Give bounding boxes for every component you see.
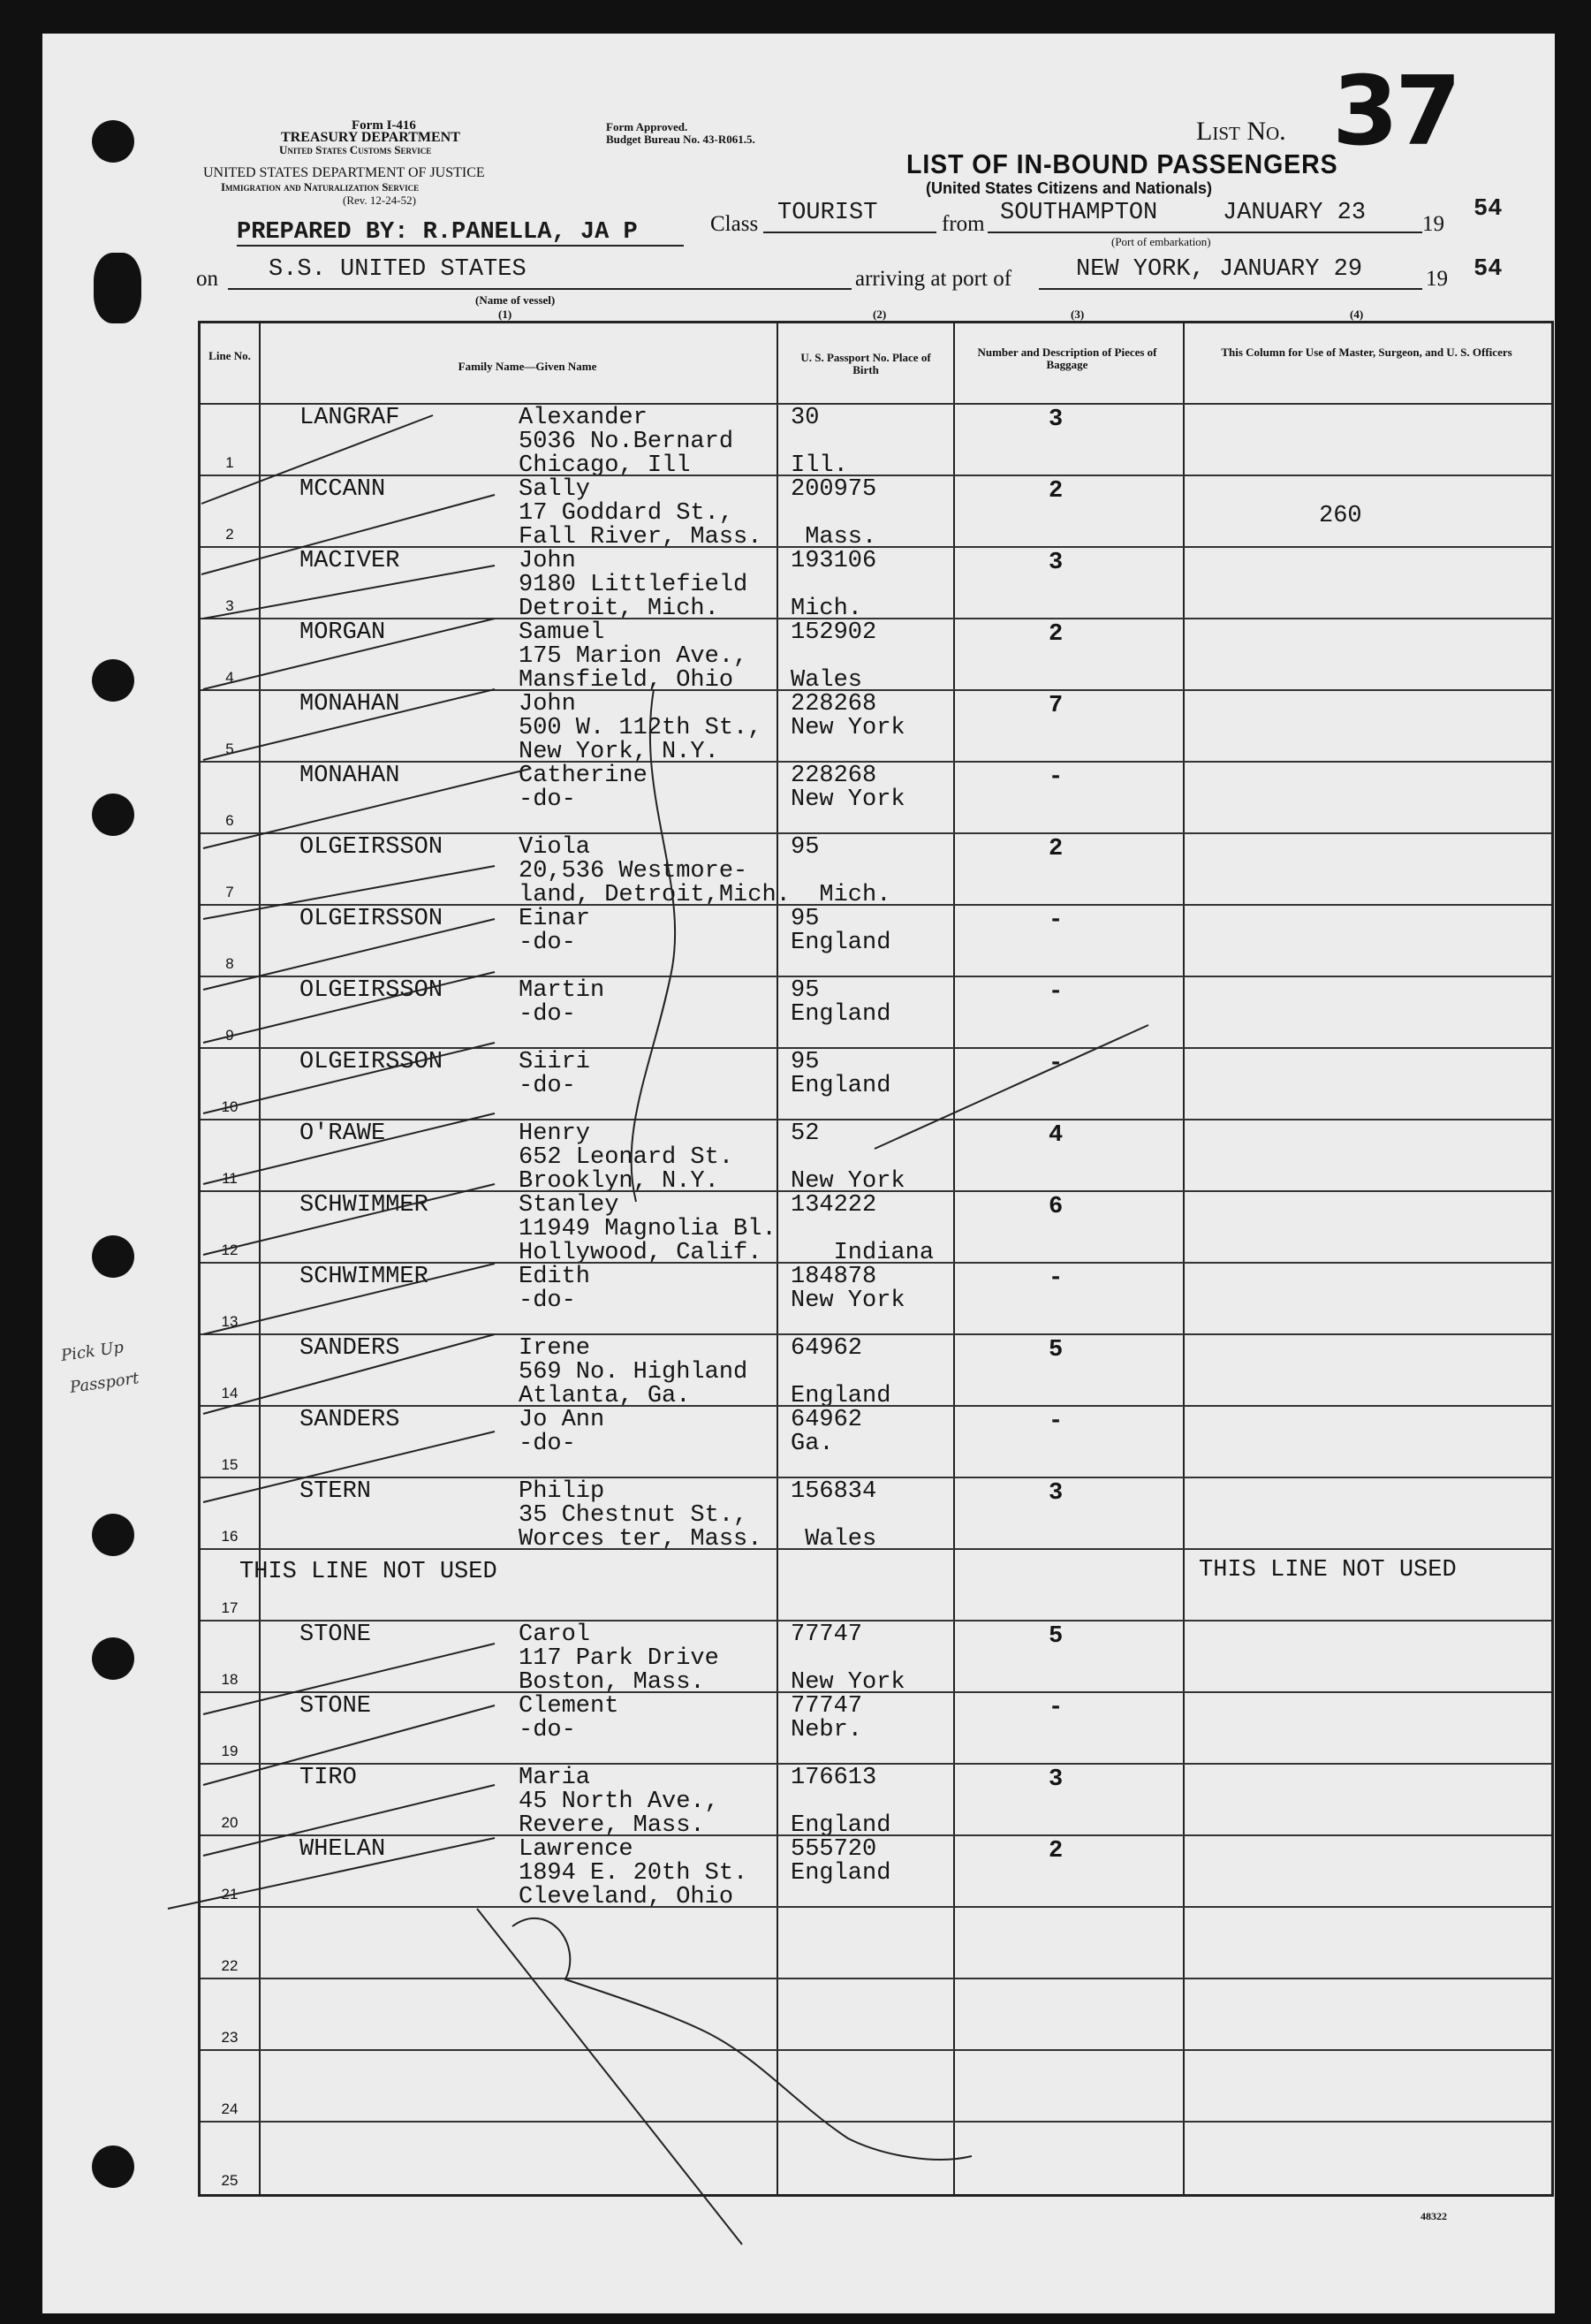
- punch-hole: [92, 659, 134, 702]
- row-divider: [201, 2121, 1551, 2123]
- row-divider: [201, 1906, 1551, 1908]
- passport-birthplace: 184878 New York: [791, 1264, 905, 1314]
- family-name: MORGAN: [299, 619, 386, 646]
- given-name-address: Irene 569 No. Highland Atlanta, Ga.: [519, 1335, 748, 1409]
- form-approved: Form Approved.: [606, 120, 688, 133]
- list-no-label: List No.: [1196, 117, 1286, 146]
- line-number: 12: [221, 1242, 239, 1258]
- given-name-address: Samuel 175 Marion Ave., Mansfield, Ohio: [519, 619, 748, 694]
- passport-birthplace: 95 Mich.: [791, 834, 891, 908]
- line-number: 15: [221, 1456, 239, 1473]
- given-name-address: Einar -do-: [519, 906, 591, 956]
- passport-birthplace: 555720 England: [791, 1836, 891, 1887]
- punch-hole: [94, 253, 141, 323]
- line-number: 6: [225, 812, 234, 829]
- baggage-count: 4: [1049, 1122, 1064, 1149]
- row-divider: [201, 1333, 1551, 1335]
- line-number: 17: [221, 1599, 239, 1616]
- family-name: WHELAN: [299, 1836, 386, 1863]
- given-name-address: Alexander 5036 No.Bernard Chicago, Ill: [519, 405, 734, 479]
- line-number: 3: [225, 597, 234, 614]
- year-value: 54: [1474, 196, 1503, 223]
- form-subtitle: (United States Citizens and Nationals): [926, 179, 1213, 197]
- passport-header: U. S. Passport No. Place of Birth: [800, 351, 931, 376]
- from-underline: [988, 232, 1422, 233]
- form-footer-number: 48322: [1421, 2210, 1447, 2222]
- passport-birthplace: 95 England: [791, 906, 891, 956]
- baggage-count: 6: [1049, 1194, 1064, 1220]
- baggage-count: 3: [1049, 550, 1064, 576]
- passport-birthplace: 200975 Mass.: [791, 476, 877, 551]
- baggage-count: -: [1049, 1695, 1064, 1721]
- line-number: 9: [225, 1027, 234, 1044]
- prepared-by: PREPARED BY: R.PANELLA, JA P: [237, 219, 638, 246]
- budget-bureau: Budget Bureau No. 43-R061.5.: [606, 133, 755, 146]
- passport-birthplace: 193106 Mich.: [791, 548, 877, 622]
- officers-header: This Column for Use of Master, Surgeon, and U. S. Officers: [1221, 346, 1512, 359]
- baggage-count: -: [1049, 1265, 1064, 1292]
- vessel-name: S.S. UNITED STATES: [269, 256, 527, 283]
- col-num-4: (4): [1350, 308, 1364, 321]
- passport-birthplace: 156834 Wales: [791, 1478, 877, 1553]
- given-name-address: Siiri -do-: [519, 1049, 591, 1099]
- row-divider: [201, 1691, 1551, 1693]
- punch-hole: [92, 1637, 134, 1680]
- family-name: MCCANN: [299, 476, 386, 503]
- baggage-count: -: [1049, 908, 1064, 934]
- family-name: MONAHAN: [299, 691, 400, 718]
- line-number: 4: [225, 669, 234, 686]
- arrival-port-date: NEW YORK, JANUARY 29: [1076, 256, 1363, 283]
- passport-birthplace: 228268 New York: [791, 763, 905, 813]
- passport-birthplace: 176613 England: [791, 1765, 891, 1839]
- line-number: 7: [225, 884, 234, 900]
- row-divider: [201, 1978, 1551, 1979]
- year-prefix-2: 19: [1426, 267, 1448, 291]
- baggage-count: 7: [1049, 693, 1064, 719]
- col-divider: [777, 323, 778, 2194]
- class-value: TOURIST: [777, 200, 878, 226]
- line-no-header: Line No.: [208, 349, 251, 362]
- row-divider: [201, 2049, 1551, 2051]
- form-title: LIST OF IN-BOUND PASSENGERS: [906, 148, 1338, 179]
- baggage-count: 3: [1049, 1480, 1064, 1507]
- form-number: Form I-416: [352, 118, 416, 133]
- line-number: 21: [221, 1886, 239, 1902]
- baggage-count: 2: [1049, 478, 1064, 505]
- from-label: from: [942, 212, 985, 236]
- margin-note-line1: Pick Up: [59, 1338, 125, 1365]
- col-num-1: (1): [498, 308, 512, 321]
- row-divider: [201, 1119, 1551, 1120]
- given-name-address: John 9180 Littlefield Detroit, Mich.: [519, 548, 748, 622]
- passport-birthplace: 134222 Indiana: [791, 1192, 935, 1266]
- passport-birthplace: 95 England: [791, 1049, 891, 1099]
- family-name: STERN: [299, 1478, 372, 1505]
- year-prefix: 19: [1422, 212, 1444, 236]
- baggage-count: 2: [1049, 621, 1064, 648]
- family-name: STONE: [299, 1693, 372, 1720]
- vessel-underline: [228, 288, 852, 290]
- given-name-address: Maria 45 North Ave., Revere, Mass.: [519, 1765, 719, 1839]
- line-number: 8: [225, 955, 234, 972]
- col-divider: [1183, 323, 1185, 2194]
- customs-service: United States Customs Service: [279, 143, 432, 156]
- passenger-table: [198, 321, 1554, 2197]
- baggage-count: 2: [1049, 836, 1064, 862]
- baggage-count: 5: [1049, 1337, 1064, 1363]
- treasury-dept: TREASURY DEPARTMENT: [281, 130, 460, 145]
- col-num-2: (2): [873, 308, 887, 321]
- line-number: 24: [221, 2100, 239, 2117]
- baggage-count: -: [1049, 1409, 1064, 1435]
- row-divider: [201, 1620, 1551, 1621]
- line-number: 14: [221, 1385, 239, 1401]
- arriving-label: arriving at port of: [855, 267, 1012, 291]
- line-number: 13: [221, 1313, 239, 1330]
- baggage-count: 5: [1049, 1623, 1064, 1650]
- given-name-address: Stanley 11949 Magnolia Bl. Hollywood, Calif.: [519, 1192, 777, 1266]
- col-divider: [259, 323, 261, 2194]
- family-name: TIRO: [299, 1765, 357, 1791]
- given-name-address: John 500 W. 112th St., New York, N.Y.: [519, 691, 762, 765]
- row-divider: [201, 1548, 1551, 1550]
- passport-birthplace: 228268 New York: [791, 691, 905, 741]
- on-label: on: [196, 267, 218, 291]
- family-name: OLGEIRSSON: [299, 1049, 443, 1075]
- baggage-header: Number and Description of Pieces of Baggage: [977, 346, 1157, 371]
- given-name-address: Martin -do-: [519, 977, 605, 1028]
- officer-notes: THIS LINE NOT USED: [1199, 1557, 1457, 1584]
- row-divider: [201, 1405, 1551, 1407]
- family-name: STONE: [299, 1621, 372, 1648]
- line-number: 16: [221, 1528, 239, 1545]
- given-name-address: Viola 20,536 Westmore- land, Detroit,Mich.: [519, 834, 791, 908]
- family-name: OLGEIRSSON: [299, 834, 443, 861]
- passport-birthplace: 77747 New York: [791, 1621, 905, 1696]
- family-name: OLGEIRSSON: [299, 977, 443, 1004]
- year-value-2: 54: [1474, 256, 1503, 283]
- passport-birthplace: 64962 Ga.: [791, 1407, 863, 1457]
- passport-birthplace: 77747 Nebr.: [791, 1693, 863, 1743]
- officer-notes: 260: [1319, 503, 1362, 529]
- line-number: 18: [221, 1671, 239, 1688]
- vessel-caption: (Name of vessel): [475, 293, 556, 307]
- row-divider: [201, 403, 1551, 405]
- name-header: Family Name—Given Name: [458, 360, 597, 373]
- family-name: LANGRAF: [299, 405, 400, 431]
- family-name: MONAHAN: [299, 763, 400, 789]
- justice-dept: UNITED STATES DEPARTMENT OF JUSTICE: [203, 165, 485, 180]
- col-num-3: (3): [1071, 308, 1085, 321]
- passport-birthplace: 64962 England: [791, 1335, 891, 1409]
- baggage-count: -: [1049, 764, 1064, 791]
- prepared-underline: [237, 245, 684, 247]
- baggage-count: -: [1049, 1051, 1064, 1077]
- punch-hole: [92, 1514, 134, 1556]
- passport-birthplace: 152902 Wales: [791, 619, 877, 694]
- list-number: 37: [1332, 57, 1458, 167]
- baggage-count: -: [1049, 979, 1064, 1006]
- given-name-address: Henry 652 Leonard St. Brooklyn, N.Y.: [519, 1120, 734, 1195]
- given-name-address: Jo Ann -do-: [519, 1407, 605, 1457]
- punch-hole: [92, 794, 134, 836]
- line-number: 19: [221, 1743, 239, 1759]
- passport-birthplace: 95 England: [791, 977, 891, 1028]
- line-number: 22: [221, 1957, 239, 1974]
- class-label: Class: [710, 212, 759, 236]
- family-name: SANDERS: [299, 1407, 400, 1433]
- punch-hole: [92, 1235, 134, 1278]
- port-embarkation-caption: (Port of embarkation): [1111, 235, 1211, 248]
- punch-hole: [92, 120, 134, 163]
- given-name-address: Clement -do-: [519, 1693, 619, 1743]
- family-name: SCHWIMMER: [299, 1192, 428, 1219]
- given-name-address: Edith -do-: [519, 1264, 591, 1314]
- line-number: 23: [221, 2029, 239, 2046]
- margin-note-line2: Passport: [68, 1369, 140, 1397]
- line-number: 10: [221, 1098, 239, 1115]
- punch-hole: [92, 2146, 134, 2188]
- line-number: 2: [225, 526, 234, 543]
- family-name: THIS LINE NOT USED: [239, 1559, 497, 1585]
- col-divider: [953, 323, 955, 2194]
- line-number: 11: [222, 1170, 238, 1187]
- passport-birthplace: 52 New York: [791, 1120, 905, 1195]
- ins-service: Immigration and Naturalization Service: [221, 180, 420, 194]
- passport-birthplace: 30 Ill.: [791, 405, 848, 479]
- given-name-address: Philip 35 Chestnut St., Worces ter, Mass.: [519, 1478, 762, 1553]
- from-port: SOUTHAMPTON: [1000, 200, 1158, 226]
- family-name: SANDERS: [299, 1335, 400, 1362]
- from-date: JANUARY 23: [1223, 200, 1367, 226]
- line-number: 20: [221, 1814, 239, 1831]
- given-name-address: Lawrence 1894 E. 20th St. Cleveland, Ohio: [519, 1836, 748, 1910]
- baggage-count: 3: [1049, 406, 1064, 433]
- baggage-count: 3: [1049, 1766, 1064, 1793]
- given-name-address: Carol 117 Park Drive Boston, Mass.: [519, 1621, 719, 1696]
- class-underline: [763, 232, 936, 233]
- rev-date: (Rev. 12-24-52): [343, 194, 416, 207]
- line-number: 1: [225, 454, 234, 471]
- family-name: SCHWIMMER: [299, 1264, 428, 1290]
- given-name-address: Catherine -do-: [519, 763, 648, 813]
- family-name: O'RAWE: [299, 1120, 386, 1147]
- arrival-underline: [1039, 288, 1422, 290]
- family-name: OLGEIRSSON: [299, 906, 443, 932]
- line-number: 5: [225, 740, 234, 757]
- family-name: MACIVER: [299, 548, 400, 574]
- baggage-count: 2: [1049, 1838, 1064, 1865]
- given-name-address: Sally 17 Goddard St., Fall River, Mass.: [519, 476, 762, 551]
- line-number: 25: [221, 2172, 239, 2189]
